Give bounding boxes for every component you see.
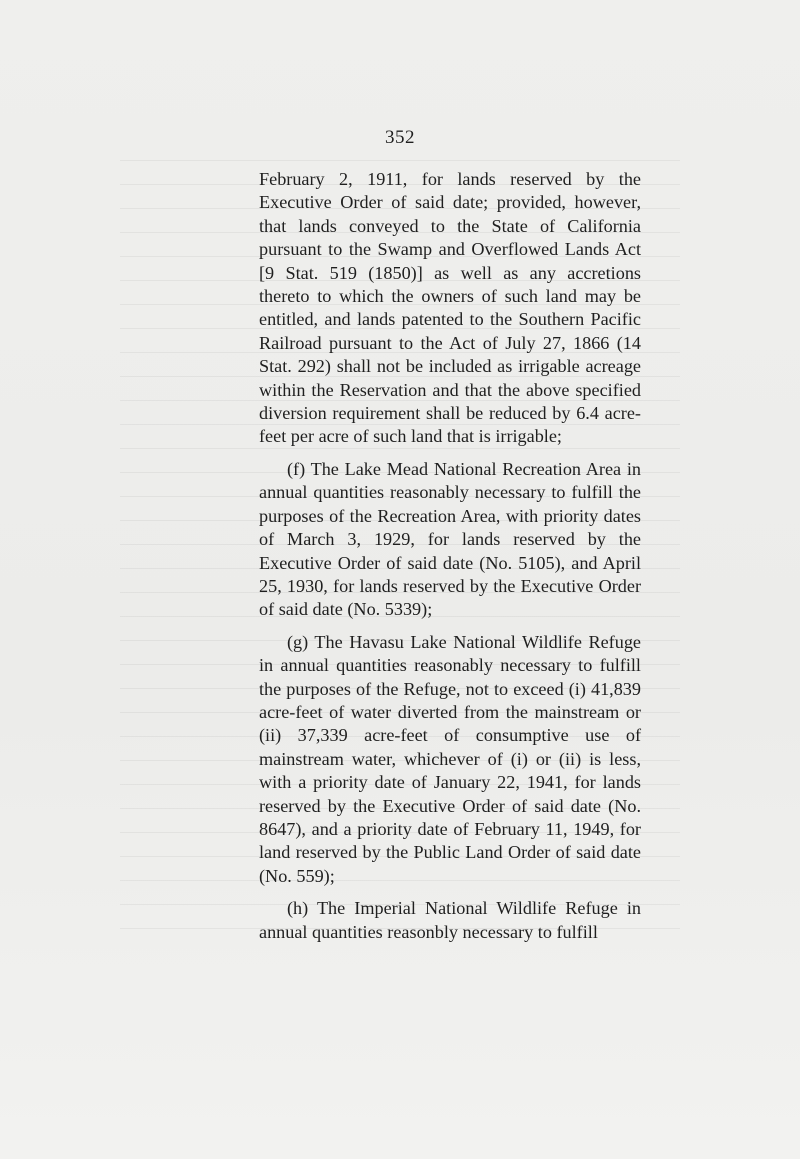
paragraph-item-h: (h) The Imperial National Wildlife Refuge in annual quantities reasonbly necessary to fulfill xyxy=(259,898,641,942)
page-number: 352 xyxy=(385,127,415,148)
paragraph-item-f: (f) The Lake Mead National Recreation Area in annual quantities reasonably necessary to fulfill the purposes of the Recreation Area, with priority dates of March 3, 1929, for lands reserved by the Executive Order of said date (No. 5105), and April 25, 1930, for lands reserved by the Executive Order of said date (No. 5339); xyxy=(259,458,641,620)
paragraph-continuation: February 2, 1911, for lands reserved by the Executive Order of said date; provided, however, that lands conveyed to the State of California pursuant to the Swamp and Overflowed Lands Act [9 Stat. 519 (1850)] as well as any accretions thereto to which the owners of such land may be entitled, and lands patented to the Southern Pacific Railroad pursuant to the Act of July 27, 1866 (14 Stat. 292) shall not be included as irrigable acreage within the Reservation and that the above specified diversion requirement shall be reduced by 6.4 acre-feet per acre of such land that is irrigable; xyxy=(259,169,641,447)
paragraph-item-g: (g) The Havasu Lake National Wildlife Refuge in annual quantities reasonably necessary to fulfill the purposes of the Refuge, not to exceed (i) 41,839 acre-feet of water diverted from the mainstream or (ii) 37,339 acre-feet of consumptive use of mainstream water, whichever of (i) or (ii) is less, with a priority date of January 22, 1941, for lands reserved by the Executive Order of said date (No. 8647), and a priority date of February 11, 1949, for land reserved by the Public Land Order of said date (No. 559); xyxy=(259,631,641,886)
body-text xyxy=(259,168,641,953)
